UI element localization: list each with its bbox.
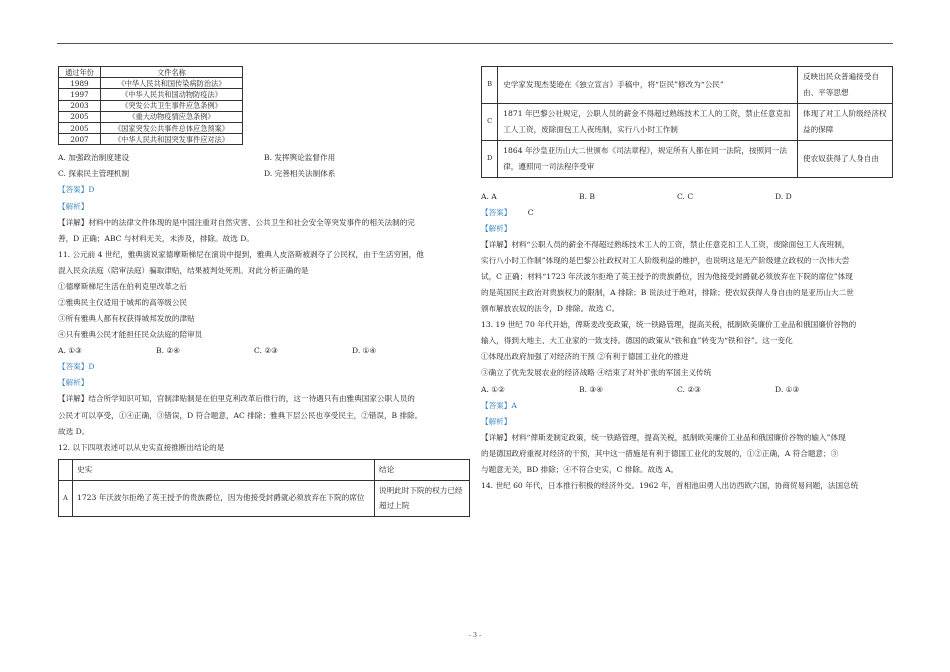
q11-option-d: D. ①④	[352, 346, 377, 356]
q11-answer: 【答案】D	[58, 362, 95, 372]
table-row	[59, 134, 243, 145]
q12-detail-line: 实行八小时工作制”体现的是巴黎公社政权对工人阶级利益的维护，也说明这是无产阶级建立政权的一次伟大尝	[481, 255, 850, 265]
q13-options	[481, 385, 893, 394]
q12-row-conclusion: 使农奴获得了人身自由	[798, 140, 893, 177]
q10-answer: 【答案】D	[58, 185, 95, 195]
q12-table-corner	[59, 459, 73, 480]
q12-analysis-label: 【解析】	[481, 223, 512, 233]
law-name: 《重大动物疫情应急条例》	[101, 111, 243, 122]
q12-row-conclusion: 体现了对工人阶级经济权益的保障	[798, 103, 893, 140]
table-row	[59, 122, 243, 133]
q13-detail-line: 【详解】材料“俾斯麦制定政策，统一铁路管理，提高关税，抵制欧美廉价工业品和俄国廉价谷物的输入”体现	[481, 432, 846, 442]
q11-options	[58, 346, 470, 355]
q13-detail-line: 与题意无关，BD 排除；④不符合史实，C 排除。故选 A。	[481, 464, 679, 474]
table-row	[482, 103, 893, 140]
law-year: 2005	[59, 111, 101, 122]
law-table	[58, 66, 243, 145]
table-row	[59, 459, 470, 480]
law-year: 1997	[59, 89, 101, 100]
table-row	[59, 100, 243, 111]
q13-option-b: B. ③④	[579, 384, 604, 394]
q12-detail-line: 的是英国民主政治对贵族权力的限制，A 排除；B 说法过于绝对，排除；使农奴获得人身自由的是亚历山大二世	[481, 288, 854, 298]
q12-col-conclusion: 结论	[375, 459, 470, 480]
q13-option-a: A. ①②	[481, 384, 505, 394]
q12-row-key: D	[482, 140, 498, 177]
q10-option-d: D. 完善相关法制体系	[264, 169, 336, 179]
q12-col-fact: 史实	[73, 459, 375, 480]
q12-row-conclusion: 反映出民众普遍接受自由、平等思想	[798, 67, 893, 104]
q11-detail-line: 【详解】结合所学知识可知，官制津贴制是在伯里克利改革后推行的，这一待遇只有由雅典国家公职人员的	[58, 394, 415, 404]
q11-item: ④只有雅典公民才能担任民众法庭的陪审员	[58, 330, 203, 340]
q12-row-key: B	[482, 67, 498, 104]
q13-detail-line: 的是德国政府重视对经济的干预，其中这一措施是有利于德国工业化的发展的，①②正确，A 符合题意；③	[481, 448, 839, 458]
table-row	[59, 111, 243, 122]
q13-answer: 【答案】A	[481, 400, 517, 410]
q11-option-b: B. ②④	[156, 346, 181, 356]
left-column	[58, 66, 470, 517]
page-number: - 3 -	[468, 631, 482, 639]
q10-options-row-1	[58, 153, 470, 162]
q12-row-key: A	[59, 481, 73, 517]
q12-row-fact: 1864 年沙皇亚历山大二世颁布《司法章程》，规定所有人都在同一法院，按照同一法律，遵照同一司法程序受审	[498, 140, 798, 177]
law-year: 1989	[59, 78, 101, 89]
q12-row-key: C	[482, 103, 498, 140]
q11-stem: 混入民众法庭（陪审法庭）骗取津贴，结果被判处死刑。对此分析正确的是	[58, 265, 309, 275]
q12-detail-line: 颁布解放农奴的法令，D 排除。故选 C。	[481, 304, 620, 314]
q11-detail-line: 故选 D。	[58, 426, 90, 436]
q11-option-a: A. ①③	[58, 346, 82, 356]
law-name: 《突发公共卫生事件应急条例》	[101, 100, 243, 111]
q12-option-b: B. B	[579, 191, 595, 201]
q12-options	[481, 192, 893, 201]
q10-option-a: A. 加强政治制度建设	[58, 153, 130, 163]
q13-stem: 13. 19 世纪 70 年代开始，俾斯麦改变政策，统一铁路管理，提高关税，抵制欧美廉价工业品和俄国廉价谷物的	[481, 320, 857, 330]
q13-option-d: D. ①③	[775, 384, 800, 394]
header-rule	[57, 43, 893, 44]
q12-option-d: D. D	[775, 191, 792, 201]
q12-row-conclusion: 说明此时下院的权力已经超过上院	[375, 481, 470, 517]
q13-item: ③确立了优先发展农业的经济战略 ④结束了对外扩张的军国主义传统	[481, 368, 712, 378]
q12-row-fact: 1723 年沃波尔拒绝了英王授予的贵族爵位，因为他接受封爵就必须放弃在下院的席位	[73, 481, 375, 517]
q13-item: ①体现出政府加强了对经济的干预 ②有利于德国工业化的推进	[481, 352, 689, 362]
q10-detail-line: 【详解】材料中的法律文件体现的是中国注重对自然灾害、公共卫生和社会安全等突发事件的相关法制的完	[58, 217, 415, 227]
table-row	[59, 481, 470, 517]
q12-option-c: C. C	[677, 191, 694, 201]
q12-detail-line: 【详解】材料“公职人员的薪金不得超过熟练技术工人的工资，禁止任意克扣工人工资，废除面包工人夜班制，	[481, 239, 850, 249]
q10-option-b: B. 发挥舆论监督作用	[264, 153, 336, 163]
table-row	[59, 78, 243, 89]
q14-stem: 14. 世纪 60 年代，日本推行积极的经济外交。1962 年，首相池田勇人出访西欧六国，协商贸易问题，法国总统	[481, 481, 859, 491]
law-table-header-name: 文件名称	[101, 67, 243, 78]
q12-stem: 12. 以下四项表述可以从史实直接推断出结论的是	[58, 442, 225, 452]
q13-option-c: C. ②③	[677, 384, 701, 394]
table-row	[59, 89, 243, 100]
q10-option-c: C. 探索民主管理机制	[58, 169, 130, 179]
q11-detail-line: 公民才可以享受，①④正确，③错误，D 符合题意，AC 排除；雅典下层公民也享受民主，②错误，B 排除。	[58, 410, 423, 420]
law-table-header-year: 通过年份	[59, 67, 101, 78]
q13-stem: 输入，得到大地主、大工业家的一致支持。德国的政策从“铁和血”转变为“铁和谷”。这一变化	[481, 336, 793, 346]
q10-analysis-label: 【解析】	[58, 201, 89, 211]
q12-row-fact: 1871 年巴黎公社规定，公职人员的薪金不得超过熟练技术工人的工资，禁止任意克扣工人工资，废除面包工人夜班制，实行八小时工作制	[498, 103, 798, 140]
q11-option-c: C. ②③	[254, 346, 278, 356]
law-year: 2003	[59, 100, 101, 111]
q11-item: ②雅典民主仅适用于城邦的高等级公民	[58, 298, 188, 308]
q11-item: ①德摩斯梯尼生活在伯利克里改革之后	[58, 281, 188, 291]
q12-option-a: A. A	[481, 191, 497, 201]
q11-item: ③所有雅典人都有权获得城邦发放的津贴	[58, 314, 195, 324]
right-column	[481, 66, 893, 497]
q10-detail-line: 善，D 正确；ABC 与材料无关，未涉及，排除。故选 D。	[58, 233, 254, 243]
law-name: 《国家突发公共事件总体应急预案》	[101, 122, 243, 133]
q12-table-continued	[481, 66, 893, 178]
table-row	[482, 67, 893, 104]
table-row	[482, 140, 893, 177]
q10-options-row-2	[58, 169, 470, 178]
q13-analysis-label: 【解析】	[481, 416, 512, 426]
law-year: 2005	[59, 122, 101, 133]
q12-row-fact: 史学家发现杰斐逊在《独立宣言》手稿中，将“臣民”修改为“公民”	[498, 67, 798, 104]
q12-answer-value: C	[527, 207, 534, 217]
law-name: 《中华人民共和国动物防疫法》	[101, 89, 243, 100]
q12-answer	[481, 208, 893, 217]
law-name: 《中华人民共和国传染病防治法》	[101, 78, 243, 89]
q12-answer-label: 【答案】	[481, 207, 512, 217]
q12-table	[58, 459, 470, 517]
q11-stem: 11. 公元前 4 世纪，雅典演说家德摩斯梯尼在演说中提到，雅典人皮洛斯被剥夺了公民权，由于生活穷困，他	[58, 249, 424, 259]
q12-detail-line: 试，C 正确；材料“1723 年沃波尔拒绝了英王授予的贵族爵位，因为他接受封爵就必须放弃在下院的席位”体现	[481, 272, 853, 282]
law-name: 《中华人民共和国突发事件应对法》	[101, 134, 243, 145]
q11-analysis-label: 【解析】	[58, 378, 89, 388]
law-year: 2007	[59, 134, 101, 145]
